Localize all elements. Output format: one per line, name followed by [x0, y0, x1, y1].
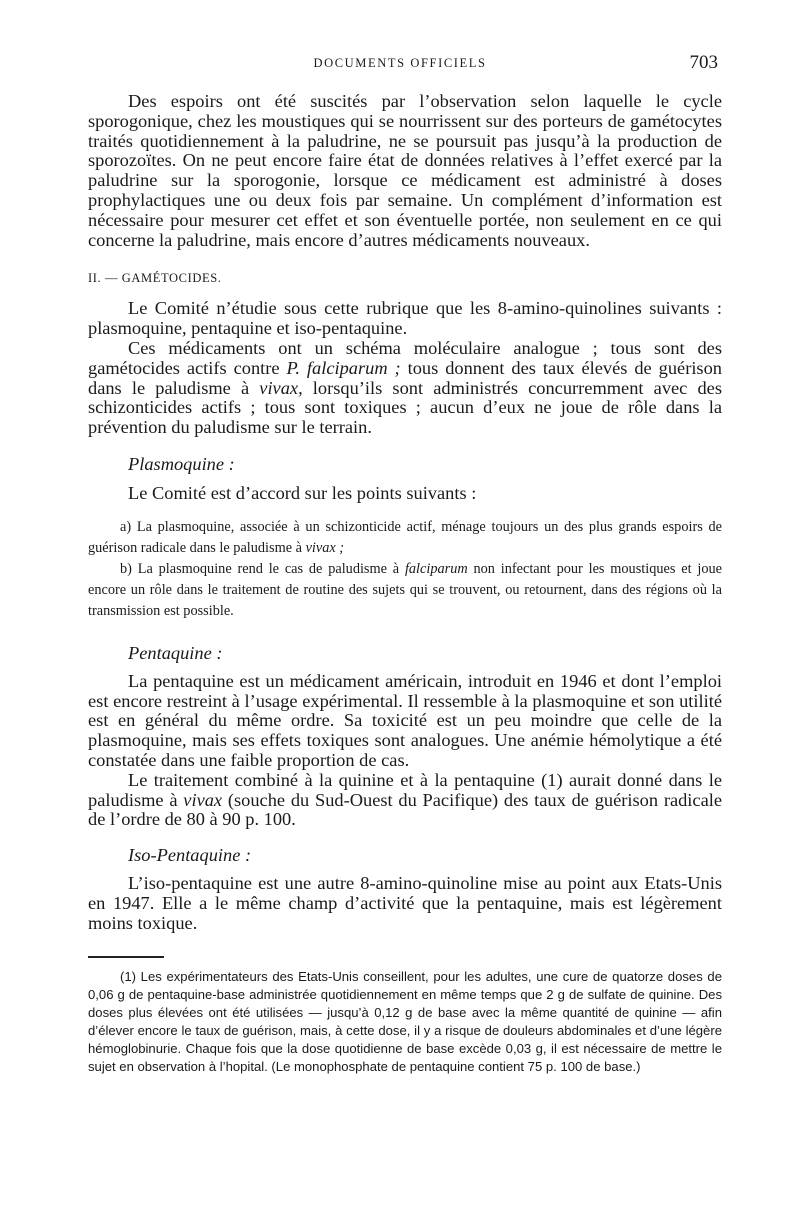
- section-heading: II. — GAMÉTOCIDES.: [88, 271, 222, 286]
- footnote-rule: [88, 956, 164, 958]
- species-name: P. falciparum ;: [286, 357, 401, 378]
- species-name: vivax: [183, 789, 223, 810]
- species-name: vivax,: [259, 377, 303, 398]
- gametocides-paragraph-2: [88, 339, 722, 438]
- page-body: [88, 92, 722, 1076]
- plasmoquine-point-a: [88, 517, 722, 559]
- page-number: 703: [689, 52, 718, 73]
- text-span: b) La plasmoquine rend le cas de paludisme à: [120, 560, 405, 577]
- plasmoquine-heading: Plasmoquine :: [128, 453, 235, 474]
- text-span: tous donnent des taux élevés de guérison dans le paludisme à: [88, 357, 722, 398]
- species-name: vivax ;: [305, 539, 345, 556]
- page-header: [0, 52, 800, 78]
- pentaquine-heading: Pentaquine :: [128, 642, 223, 663]
- running-head: DOCUMENTS OFFICIELS: [313, 56, 487, 70]
- species-name: falciparum: [404, 560, 468, 577]
- iso-pentaquine-paragraph: L’iso-pentaquine est une autre 8-amino-quinoline mise au point aux Etats-Unis en 1947. Elle a le même champ d’activité que la pentaquine, mais est légèrement moins toxique.: [88, 873, 722, 933]
- iso-pentaquine-heading: Iso-Pentaquine :: [128, 845, 252, 866]
- text-span: non infectant pour les moustiques et joue encore un rôle dans le traitement de routine des sujets qui se trouvent, ou retournent, dans des régions où la transmission est possible.: [88, 560, 722, 619]
- pentaquine-paragraph-2: [88, 771, 722, 830]
- plasmoquine-intro: Le Comité est d’accord sur les points suivants :: [128, 482, 477, 503]
- intro-paragraph: Des espoirs ont été suscités par l’observation selon laquelle le cycle sporogonique, chez les moustiques qui se nourrissent sur des porteurs de gamétocytes traités quotidiennement à la paludrine, ne se poursuit pas jusqu’à la production de sporozoïtes. On ne peut encore faire état de données relatives à l’effet exercé par la paludrine sur la sporogonie, lorsque ce médicament est administré à doses prophylactiques une ou deux fois par semaine. Un complément d’information est nécessaire pour mesurer cet effet et son éventuelle portée, non seulement en ce qui concerne la paludrine, mais encore d’autres médicaments nouveaux.: [88, 91, 722, 250]
- text-span: Ces médicaments ont un schéma moléculaire analogue ; tous sont des gamétocides actifs contre: [88, 337, 722, 378]
- text-span: (souche du Sud-Ouest du Pacifique) des taux de guérison radicale de l’ordre de 80 à 90 p. 100.: [88, 789, 723, 830]
- text-span: Le traitement combiné à la quinine et à la pentaquine (1) aurait donné dans le paludisme à: [88, 769, 722, 810]
- text-span: lorsqu’ils sont administrés concurremment avec des schizonticides actifs ; tous sont toxiques ; aucun d’eux ne joue de rôle dans la prévention du paludisme sur le terrain.: [88, 377, 722, 438]
- text-span: a) La plasmoquine, associée à un schizonticide actif, ménage toujours un des plus grands espoirs de guérison radicale dans le paludisme à: [88, 518, 722, 556]
- gametocides-paragraph-1: Le Comité n’étudie sous cette rubrique que les 8-amino-quinolines suivants : plasmoquine, pentaquine et iso-pentaquine.: [88, 298, 722, 339]
- plasmoquine-point-b: [88, 559, 722, 622]
- footnote: (1) Les expérimentateurs des Etats-Unis conseillent, pour les adultes, une cure de quatorze doses de 0,06 g de pentaquine-base administrée quotidiennement en même temps que 2 g de sulfate de quinine. Des doses plus élevées ont été utilisées — jusqu’à 0,12 g de base avec la même quantité de quinine — afin d’élever encore le taux de guérison, mais, à cette dose, il y a risque de douleurs abdominales et d’une légère hémoglobinurie. Chaque fois que la dose quotidienne de base excède 0,03 g, il est nécessaire de mettre le sujet en observation à l’hopital. (Le monophosphate de pentaquine contient 75 p. 100 de base.): [88, 968, 722, 1074]
- pentaquine-paragraph-1: La pentaquine est un médicament américain, introduit en 1946 et dont l’emploi est encore restreint à l’usage expérimental. Il ressemble à la plasmoquine et son utilité est en général du même ordre. Sa toxicité est un peu moindre que celle de la plasmoquine, mais ses effets toxiques sont analogues. Une anémie hémolytique a été constatée dans une faible proportion de cas.: [88, 670, 722, 770]
